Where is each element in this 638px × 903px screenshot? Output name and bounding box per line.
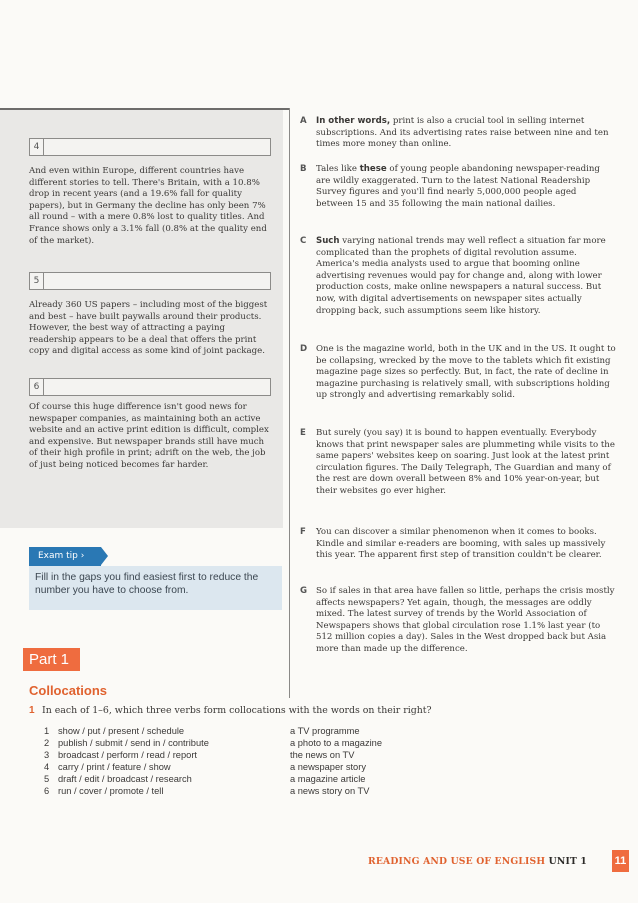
exercise-number: 4 — [44, 762, 50, 772]
exercise-collocate: a TV programme — [290, 726, 360, 736]
exercise-number: 1 — [44, 726, 50, 736]
exam-tip-text: Fill in the gaps you find easiest first to reduce the number you have to choose from. — [35, 572, 259, 596]
exercise-number: 3 — [44, 750, 50, 760]
exercise-number: 2 — [44, 738, 50, 748]
option-bold-lead: In other words, — [316, 116, 391, 126]
exercise-collocate: a magazine article — [290, 774, 366, 784]
option-body: varying national trends may well reflect a situation far more complicated than the prophets of digital revolution assume. America's media analysts used to argue that booming online advertising revenues would pay for change and, along with lower production costs, make online newspapers a natural success. But now, with digital advertisements on newspaper sites actually dropping back, such assumptions seem like history. — [316, 236, 606, 316]
footer-unit: UNIT 1 — [548, 856, 588, 867]
gap-number: 6 — [30, 379, 44, 395]
exercise-verbs: publish / submit / send in / contribute — [58, 738, 209, 748]
exercise-collocate: the news on TV — [290, 750, 355, 760]
option-letter: A — [300, 116, 307, 126]
top-divider — [0, 108, 290, 110]
gap-4-paragraph: And even within Europe, different countries have different stories to tell. There's Britain, with a 10.8% drop in recent years (and a 19.6% fall for quality papers), but in Germany the decline has only been 7% all round – with a mere 0.8% lost to quality titles. And France shows only a 3.1% fall (0.8% at the quality end of the market). — [29, 166, 267, 246]
chevron-right-icon — [101, 547, 108, 565]
option-text: But surely (you say) it is bound to happen eventually. Everybody knows that print newspaper sales are plummeting while visits to the same papers' websites keep on soaring. Just look at the latest print circulation figures. The Daily Telegraph, The Guardian and many of the rest are down overall between 8% and 10% year-on-year, but their websites go ever higher. — [316, 428, 615, 496]
page-footer — [368, 856, 587, 867]
exercise-verbs: show / put / present / schedule — [58, 726, 185, 736]
option-body: print is also a crucial tool in selling internet subscriptions. And its advertising rates raise between nine and ten times more money than online. — [316, 116, 609, 150]
option-letter: F — [300, 527, 306, 537]
option-letter: E — [300, 428, 306, 438]
gap-5-paragraph: Already 360 US papers – including most of the biggest and best – have built paywalls around their products. However, the best way of attracting a paying readership appears to be a deal that offers the print copy and digital access as some kind of joint package. — [29, 300, 268, 357]
gap-number: 5 — [30, 273, 44, 289]
instruction-text: In each of 1–6, which three verbs form collocations with the words on their right? — [42, 705, 432, 716]
exam-tip-label: Exam tip › — [29, 547, 101, 566]
option-letter: G — [300, 586, 308, 596]
option-letter: C — [300, 236, 307, 246]
section-title: Collocations — [29, 683, 108, 698]
exercise-verbs: carry / print / feature / show — [58, 762, 171, 772]
page-number: 11 — [612, 850, 629, 872]
exercise-verbs: broadcast / perform / read / report — [58, 750, 197, 760]
part-badge: Part 1 — [23, 648, 80, 671]
column-divider — [289, 108, 290, 698]
option-text: So if sales in that area have fallen so little, perhaps the crisis mostly affects newspapers? Yet again, though, the messages are oddly mixed. The latest survey of trends by the World Association of Newspapers shows that global circulation rose 1.1% last year (to 512 million copies a day). Sales in the West dropped back but Asia more than made up the difference. — [316, 586, 615, 654]
exercise-collocate: a news story on TV — [290, 786, 370, 796]
exercise-number: 5 — [44, 774, 50, 784]
option-letter: D — [300, 344, 308, 354]
exam-tip-label-text: Exam tip — [38, 551, 78, 561]
footer-section: READING AND USE OF ENGLISH — [368, 856, 546, 867]
gap-6-box[interactable] — [29, 378, 271, 396]
option-letter: B — [300, 164, 307, 174]
gap-4-box[interactable] — [29, 138, 271, 156]
gap-6-paragraph: Of course this huge difference isn't good news for newspaper companies, as maintaining both an active website and an active print edition is difficult, complex and expensive. But newspaper brands still have much of their high profile in print; adrift on the web, the job of just being noticed becomes far harder. — [29, 402, 269, 470]
option-text — [316, 164, 616, 210]
gap-5-box[interactable] — [29, 272, 271, 290]
option-text: One is the magazine world, both in the UK and in the US. It ought to be collapsing, wrecked by the move to the tablets which fit existing magazine page sizes so perfectly. But, in fact, the rate of decline in magazine purchasing is relatively small, with subscriptions holding up strongly and advertising remarkably solid. — [316, 344, 616, 401]
option-bold-lead: Such — [316, 236, 340, 246]
exercise-collocate: a photo to a magazine — [290, 738, 383, 748]
option-text: You can discover a similar phenomenon when it comes to books. Kindle and similar e-readers are booming, with sales up massively this year. The apparent first step of transition couldn't be clearer. — [316, 527, 606, 561]
exercise-collocate: a newspaper story — [290, 762, 366, 772]
option-bold-lead: these — [359, 164, 387, 174]
exercise-verbs: draft / edit / broadcast / research — [58, 774, 192, 784]
option-text — [316, 116, 616, 151]
option-body: of young people abandoning newspaper-reading are wildly exaggerated. Turn to the latest National Readership Survey figures and you'll find nearly 5,000,000 people aged between 15 and 35 following the main national dailies. — [316, 164, 600, 209]
option-pre: Tales like — [316, 164, 360, 174]
exercise-number: 6 — [44, 786, 50, 796]
option-text — [316, 236, 616, 317]
gap-number: 4 — [30, 139, 44, 155]
exercise-verbs: run / cover / promote / tell — [58, 786, 164, 796]
instruction-number: 1 — [29, 705, 35, 716]
